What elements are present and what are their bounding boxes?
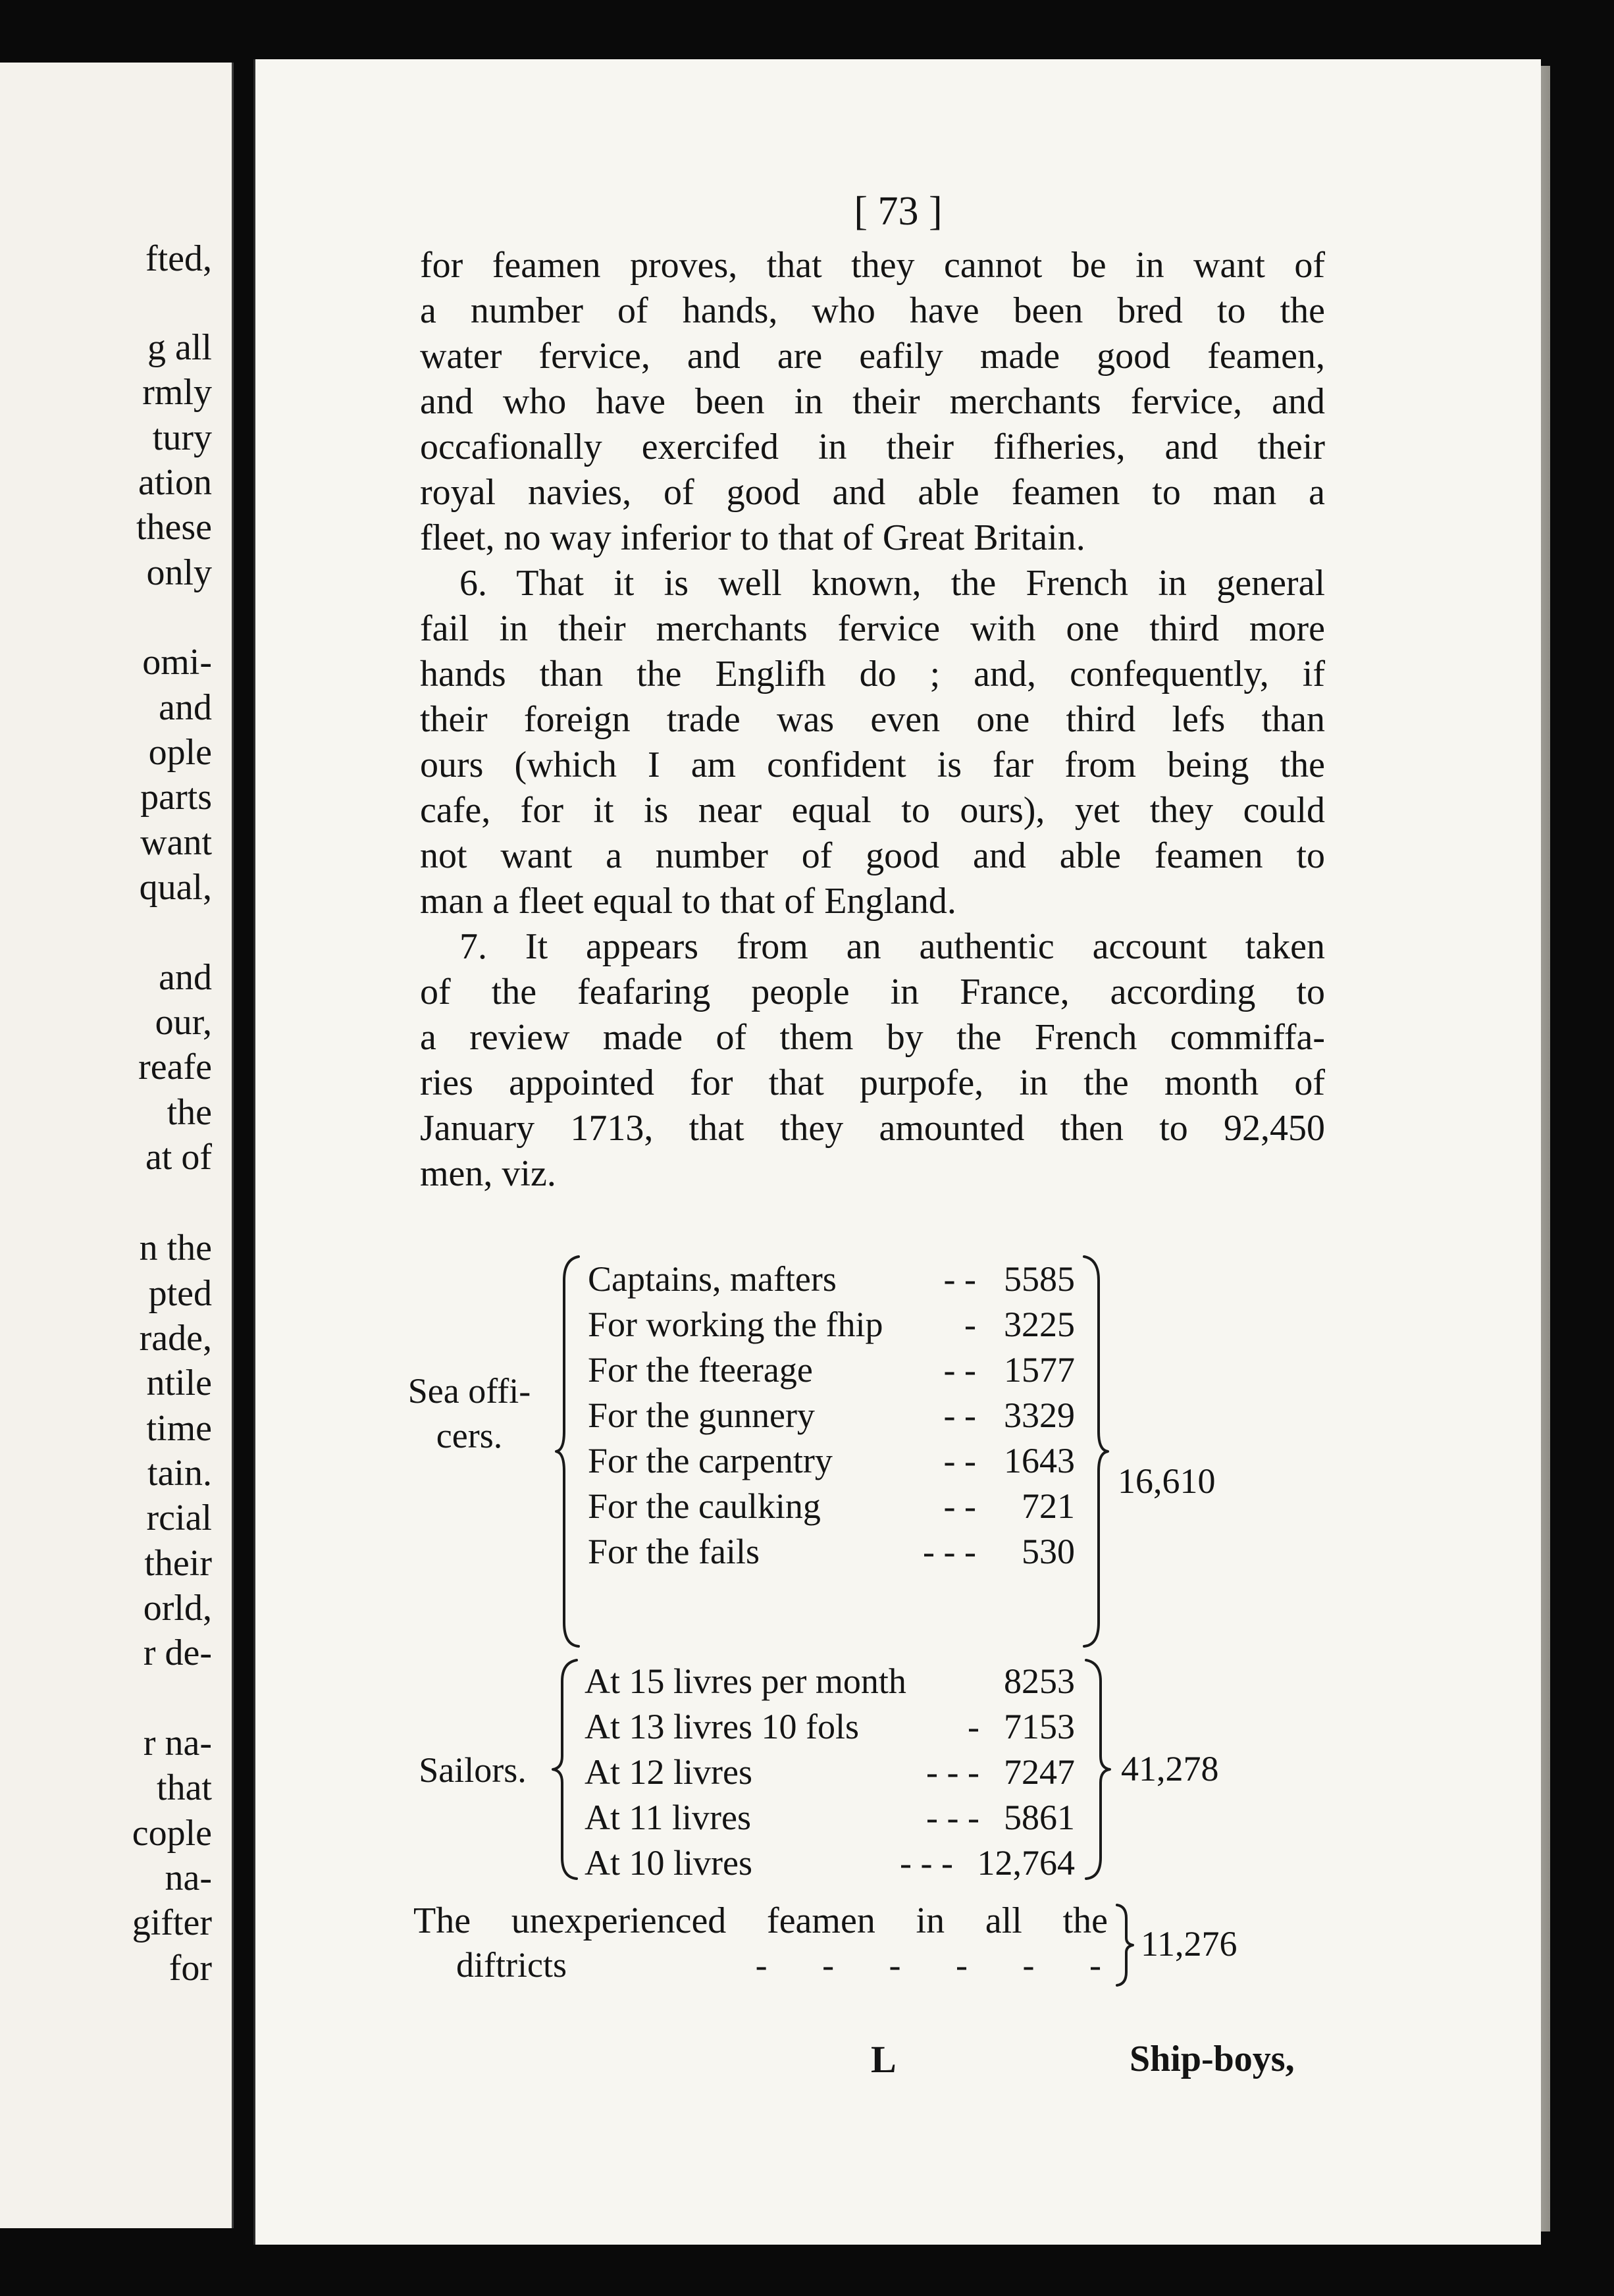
left-fragment: rade, [139,1318,212,1359]
left-fragment: their [144,1543,212,1584]
table-row: At 10 livres - - - 12,764 [585,1843,1075,1883]
text-line: ours (which I am confident is far from being the [420,744,1325,785]
table-row: For the carpentry - - 1643 [588,1441,1075,1480]
unexperienced-districts: diftricts - - - - - - [456,1945,1101,1985]
left-fragment: orld, [143,1588,212,1629]
text-line: their foreign trade was even one third lefs than [420,699,1325,740]
text-line: a number of hands, who have been bred to the [420,290,1325,331]
left-fragment: n the [139,1228,212,1268]
table-row: For the fails - - - 530 [588,1532,1075,1571]
right-brace [1081,1254,1110,1649]
left-fragment: reafe [138,1047,212,1087]
sea-officers-total: 16,610 [1118,1461,1216,1501]
left-fragment: fted, [145,238,212,279]
left-facing-page [0,63,234,2228]
text-line: and who have been in their merchants fervice, and [420,381,1325,422]
table-row: At 13 livres 10 fols - 7153 [585,1707,1075,1746]
unexperienced-line: The unexperienced feamen in all the [413,1900,1108,1941]
left-fragment: our, [155,1002,212,1043]
table-row: At 15 livres per month 8253 [585,1661,1075,1701]
left-fragment: the [167,1092,212,1133]
left-fragment: tury [152,417,212,458]
left-fragment: g all [147,327,212,368]
text-line: 7. It appears from an authentic account taken [459,926,1325,967]
left-fragment: want [140,822,212,863]
table-row: For the gunnery - - 3329 [588,1396,1075,1435]
text-line: of the feafaring people in France, according to [420,972,1325,1012]
catchword: Ship-boys, [1130,2039,1295,2079]
sailors-total: 41,278 [1121,1749,1219,1788]
text-line: man a fleet equal to that of England. [420,881,956,922]
text-line: a review made of them by the French commiffa- [420,1017,1325,1058]
left-fragment: ntile [146,1363,212,1403]
left-fragment: gifter [132,1902,212,1943]
text-line: January 1713, that they amounted then to 92,450 [420,1108,1325,1149]
left-fragment: r na- [143,1723,212,1763]
text-line: occafionally exercifed in their fifheries, and their [420,427,1325,467]
text-line: not want a number of good and able feamen to [420,835,1325,876]
text-line: men, viz. [420,1153,556,1194]
sea-officers-label: Sea offi- cers. [407,1371,531,1455]
left-fragment: only [146,552,212,593]
left-fragment: cople [132,1813,212,1854]
text-line: for feamen proves, that they cannot be in want of [420,245,1325,286]
text-line: cafe, for it is near equal to ours), yet they could [420,790,1325,831]
right-brace [1083,1657,1112,1881]
left-fragment: pted [148,1273,212,1314]
left-fragment: and [159,957,212,998]
left-fragment: time [146,1408,212,1449]
text-line: fail in their merchants fervice with one third more [420,608,1325,649]
left-brace [555,1254,581,1649]
left-fragment: ople [148,732,212,773]
left-fragment: that [157,1767,212,1808]
main-page [253,59,1541,2245]
signature-mark: L [871,2038,897,2081]
left-fragment: omi- [142,642,212,683]
text-line: 6. That it is well known, the French in general [459,563,1325,604]
left-fragment: and [159,687,212,728]
left-fragment: rcial [146,1498,212,1538]
text-line: water fervice, and are eafily made good feamen, [420,336,1325,377]
text-line: fleet, no way inferior to that of Great Britain. [420,517,1085,558]
table-row: At 11 livres - - - 5861 [585,1798,1075,1837]
left-fragment: at of [145,1137,212,1178]
table-row: For working the fhip - 3225 [588,1305,1075,1344]
left-fragment: qual, [139,867,212,908]
text-line: hands than the Englifh do ; and, confequently, if [420,654,1325,694]
table-row: For the fteerage - - 1577 [588,1350,1075,1390]
sailors-label: Sailors. [419,1750,527,1790]
left-fragment: tain. [147,1453,212,1494]
left-fragment: for [169,1948,212,1989]
table-row: At 12 livres - - - 7247 [585,1752,1075,1792]
table-row: For the caulking - - 721 [588,1486,1075,1526]
left-fragment: parts [140,777,212,818]
left-brace [552,1657,581,1881]
table-row: Captains, mafters - - 5585 [588,1259,1075,1299]
left-fragment: these [136,507,212,548]
right-brace [1114,1902,1134,1988]
text-line: ries appointed for that purpofe, in the month of [420,1062,1325,1103]
page-number: [ 73 ] [854,189,943,234]
left-fragment: rmly [142,372,212,413]
left-fragment: na- [165,1858,212,1898]
unexperienced-total: 11,276 [1141,1924,1237,1964]
left-fragment: ation [138,462,212,503]
text-line: royal navies, of good and able feamen to man a [420,472,1325,513]
left-fragment: r de- [143,1632,212,1673]
